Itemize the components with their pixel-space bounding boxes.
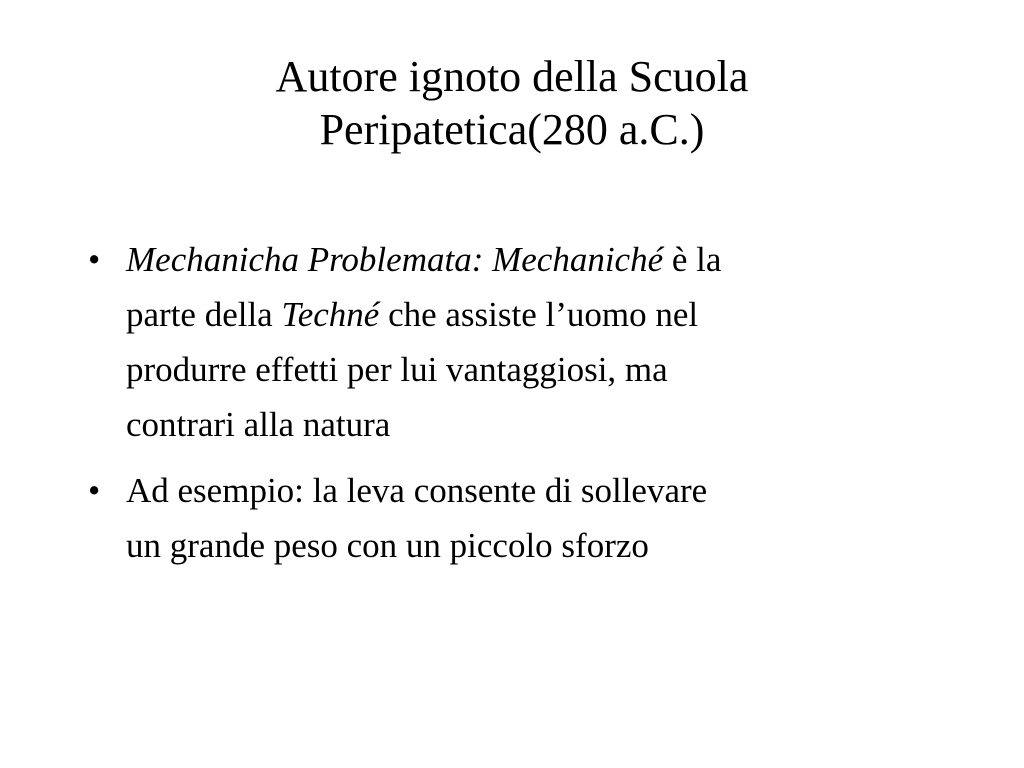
bullet-icon: • [88, 471, 101, 510]
bullet-item-leva [88, 463, 918, 573]
bullet-icon: • [88, 240, 101, 279]
bullet-1-italic-term: Mechanicha Problemata: Mechaniché [126, 240, 664, 279]
bullet-1-line-4: contrari alla natura [126, 405, 391, 444]
bullet-2-line-1: Ad esempio: la leva consente di sollevare [126, 471, 708, 510]
bullet-1-line-1 [126, 232, 918, 287]
slide-title [112, 50, 912, 156]
bullet-1-line-3: produrre effetti per lui vantaggiosi, ma [126, 350, 668, 389]
bullet-2-line-2: un grande peso con un piccolo sforzo [126, 526, 649, 565]
title-line-2: Peripatetica(280 a.C.) [319, 105, 705, 154]
bullet-1-line-2-start: parte della [126, 295, 282, 334]
title-line-1: Autore ignoto della Scuola [275, 52, 749, 101]
bullet-1-line-1-rest: è la [663, 240, 722, 279]
bullet-1-techne-term: Techné [281, 295, 380, 334]
bullet-1-line-2 [126, 287, 918, 342]
bullet-list [88, 232, 918, 584]
bullet-item-mechanicha [88, 232, 918, 452]
bullet-1-line-2-rest: che assiste l’uomo nel [379, 295, 699, 334]
